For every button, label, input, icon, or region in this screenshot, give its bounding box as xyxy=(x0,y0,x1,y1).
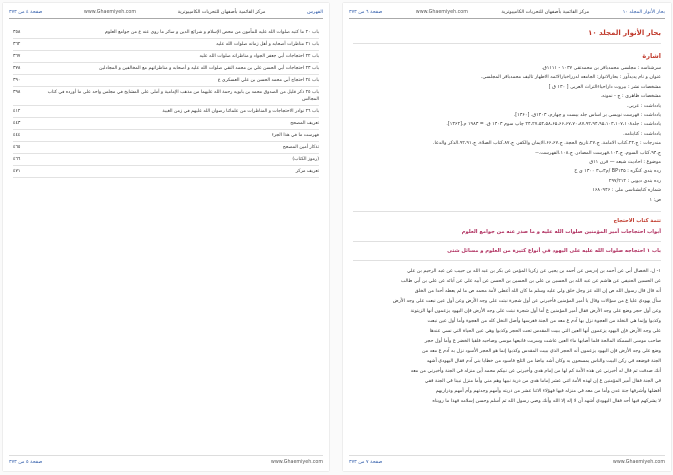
toc-title: باب ٢٣ احتجاجات أبي الحسن علي بن محمد النقي صلوات الله عليه و أصحابه و مناظراتهم مع المخالفين و المجادلين xyxy=(99,66,319,71)
body-line: على وجه الأرض فإن اليهود يزعمون أنها العين التي ببيت المقدس تحت الحجر وكذبوا وهي عين الحياة التي نسي عندها xyxy=(429,329,661,335)
body-line: في الجنة فقال أمير المؤمنين ع إن لهذه الأمة اثني عشر إماما هدى من ذرية نبيها وهم مني وأما منزل نبينا في الجنة ففي xyxy=(424,379,661,385)
toc-title: تذكار أمين المصحح xyxy=(282,145,319,150)
toc-page: ٣٧٨ xyxy=(13,66,21,71)
toc-page: ٤١٢ xyxy=(13,109,21,114)
toc-row[interactable] xyxy=(13,87,319,106)
body-line: أنه قال قال رسول الله ص إن الله عز وجل خلق ولي عليه وسلم ما كان الله أعطى لأمة محمد ص ما لم يعطه أحدا من الخلق xyxy=(414,289,661,295)
toc-page: ٤٤٣ xyxy=(13,121,21,126)
toc-page: ٤٦٦ xyxy=(13,157,21,162)
meta-line: شماره کتابشناسی ملی : ١۶٨٠٩۴۶ xyxy=(592,188,661,194)
toc-page: ٤٦٥ xyxy=(13,145,21,150)
toc-row[interactable] xyxy=(13,51,319,63)
meta-line: عنوان و نام پدیدآور : بحارالانوار: الجامعه لدرراخبارالائمه الاطهار تالیف محمدباقر المجلسی. xyxy=(480,75,661,81)
part-title: تتمة كتاب الاحتجاج xyxy=(613,218,661,225)
header-center-title: مركز القائمية بأصفهان للتحريات الكامپيوترية xyxy=(501,9,590,15)
divider xyxy=(353,211,661,212)
toc-title: باب ٢٠ ما كتبه صلوات الله عليه للمأمون من محض الإسلام و شرائع الدين و سائر ما روي عنه ع من جوامع العلوم xyxy=(105,30,319,35)
body-line: وعن أول حجر وضع على وجه الأرض فقال أمير المؤمنين ع أما أول شجرة نبتت على وجه الأرض فإن اليهود يزعمون أنها الزيتونة xyxy=(410,309,661,315)
page-left xyxy=(3,3,329,471)
toc-row[interactable] xyxy=(13,27,319,39)
toc-title: باب ٢٥ ذكر قليل من الصدوق محمد بن بابويه رحمة الله عليهما من مذهب الإمامية و أملى على المشايخ في مجلس واحد على ما أورده في كتاب المجالس xyxy=(47,90,319,102)
page-footer xyxy=(9,455,323,468)
divider xyxy=(353,260,661,261)
footer-site[interactable]: www.Ghaemiyeh.com xyxy=(270,459,323,465)
chapter-title: أبواب احتجاجات أمير المؤمنين صلوات الله عليه و ما صدر عنه من جوامع العلوم xyxy=(461,229,661,236)
body-line: سأل يهودي عليا ع من سؤالات وقال يا أمير المؤمنين فأخبرني عن أول شجرة نبتت على وجه الأرض وعن أول عين نبعت على وجه الأرض xyxy=(392,299,661,305)
footer-page-number: صفحة ٧ من ٣٧٣ xyxy=(349,459,383,465)
body-line: وضع على وجه الأرض فإن اليهود يزعمون أنه الحجر الذي ببيت المقدس وكذبوا إنما هو الحجر الأسود نزل به آدم ع معه من xyxy=(421,349,661,355)
toc-title: تعريف مركز xyxy=(295,169,319,174)
footer-site[interactable]: www.Ghaemiyeh.com xyxy=(612,459,665,465)
toc-title: (رموز الكتاب) xyxy=(292,157,319,162)
toc-page: ٣٦٢ xyxy=(13,42,21,47)
sub-chapter-title: باب ١ احتجاجه صلوات الله عليه على اليهود في أنواع كثيرة من العلوم و مسائل شتى xyxy=(447,248,661,255)
meta-line: موضوع : احادیث شیعه — قرن ١١ق xyxy=(589,160,661,166)
meta-line: مندرجات : ج.٢۴.کتاب الامامة. ج.٢٧.تاریخ الحجة. ج.۶۶،۶٧.الایمان والکفر. ج.٨٧.کتاب الصلاة. ج.٩٢،٩١.الذکر والدعا. xyxy=(432,141,661,147)
toc-row[interactable] xyxy=(13,106,319,118)
toc-page: ٣٩٠ xyxy=(13,78,21,83)
header-page-number: صفحة ٦ من ٣٧٣ xyxy=(349,9,383,15)
meta-line: سرشناسه : مجلسی محمدباقر بن محمدتقی ١٠٣٧ - ١١١١ق. xyxy=(541,66,661,71)
body-text xyxy=(353,267,661,407)
toc-title: باب ٢٢ احتجاجات أبي جعفر الجواد و مناظراته صلوات الله عليه xyxy=(199,54,319,59)
toc-page: ٣٦٧ xyxy=(13,54,21,59)
page-right xyxy=(343,3,671,471)
header-divider xyxy=(349,18,665,19)
catalog-metadata xyxy=(353,64,661,205)
body-line: وكذبوا وإنما هي النخلة من العجوة نزل بها آدم ع معه من الجنة فغرسها وأصل النخل كله من العجوة وأما أول عين نبعت xyxy=(427,319,661,325)
toc-page: ٣٩٨ xyxy=(13,90,21,95)
meta-line: یادداشت : عربی. xyxy=(626,103,661,109)
body-line: صاحب موسى السمكة المالحة فلما أصابها ماء العين عاشت وسربت فاتبعها موسى وصاحبه فلقيا الخضر ع وأما أول حجر xyxy=(424,339,661,345)
divider xyxy=(353,43,661,44)
meta-line: یادداشت : کتابنامه. xyxy=(623,131,661,137)
toc-row[interactable] xyxy=(13,63,319,75)
toc-row[interactable] xyxy=(13,166,319,178)
toc-row[interactable] xyxy=(13,130,319,142)
toc-title: باب ٢١ مناظرات أصحابه و أهل زمانه صلوات الله عليه xyxy=(216,42,319,47)
meta-line: یادداشت : فهرست نویسی بر اساس جلد بیست و چهارم، ١۴٠٣ق. [١٣۶٠]. xyxy=(513,113,661,119)
header-title: بحار الأنوار المجلد ١٠ xyxy=(622,9,665,15)
meta-line: مشخصات ظاهری : ج - نمونه. xyxy=(600,94,661,100)
toc-row[interactable] xyxy=(13,118,319,130)
header-divider xyxy=(9,18,323,19)
book-title: بحار الأنوار المجلد ١٠ xyxy=(588,29,661,37)
toc-row[interactable] xyxy=(13,154,319,166)
meta-line: مشخصات نشر : بیروت داراحیاءالتراث العربی [ ١٣٠ ق ] xyxy=(548,84,661,90)
meta-line: رده بندی دیویی : ٢٩٧/٢١٢ xyxy=(608,178,661,184)
page-footer xyxy=(349,455,665,468)
body-line: الجنة فوضعه في ركن البيت والناس يمسحون به وكان أشد بياضا من الثلج فاسود من خطايا بني آدم فقال اليهودي أشهد xyxy=(426,359,661,365)
meta-line: ج.٩۴.کتاب السوم. ج.١٠٣.فهرست المصادر. ج.١٠٨.الفهرست.-- xyxy=(535,150,661,156)
header-title: الفهرس xyxy=(307,9,323,15)
body-line: لا يشركهم فيها أحد فقال اليهودي أشهد أن لا إله إلا الله وأنك وصي رسول الله ثم أسلم وحسن إسلامه فهذا ما رويناه xyxy=(432,399,661,405)
header-center-title: مركز القائمية بأصفهان للتحريات الكامپيوترية xyxy=(177,9,266,15)
toc-row[interactable] xyxy=(13,75,319,87)
meta-line: رده بندی کنگره : BP١٣۵ /م٣ب٣ ١٣٠٠ ی ح xyxy=(574,169,661,175)
toc-title: باب ٢٤ احتجاج أبي محمد الحسن بن علي العسكري ع xyxy=(217,78,319,83)
header-site[interactable]: www.Ghaemiyeh.com xyxy=(83,9,137,15)
page-header xyxy=(9,6,323,18)
section-label: اشارة xyxy=(642,52,661,60)
toc-title: باب ٢٦ نوادر الاحتجاجات و المناظرات من علمائنا رضوان الله عليهم في زمن الغيبة xyxy=(162,109,319,114)
footer-page-number: صفحة ٥ من ٣٧٣ xyxy=(9,459,43,465)
toc-title: فهرست ما في هذا الجزء xyxy=(271,133,319,138)
page-header xyxy=(349,6,665,18)
toc-row[interactable] xyxy=(13,39,319,51)
table-of-contents xyxy=(13,27,319,178)
header-page-number: صفحة ٤ من ٣٧٣ xyxy=(9,9,43,15)
meta-line: یادداشت : جلد٢۴،٢٧،۵۴،۵٨،۶۵،۶۶،۶٧،٧٠،٨٧،٩٢،٩۴،٩۵،١٠٣،١٠٧،١٠٨ چاپ سوم ١۴٠٣ ق. = ١٩٨٣ م.[١٣۶٢]. xyxy=(446,122,661,128)
divider xyxy=(353,241,661,242)
toc-row[interactable] xyxy=(13,142,319,154)
toc-page: ٤٤٤ xyxy=(13,133,21,138)
body-line: عن الحسين الحنيفي عن هاشم عن عبد الله بن الحسين بن علي بن الحسين بن الحسن عن أبيه علي عن آبائه عن علي بن أبي طالب xyxy=(400,279,661,285)
header-site[interactable]: www.Ghaemiyeh.com xyxy=(415,9,468,15)
body-line: أفضلها وأشرفها جنة عدن وأما من معه في منزله فيها فهؤلاء الاثنا عشر من ذريته وأمهم وجدتهم وأم أمهم وذراريهم xyxy=(435,389,661,395)
body-line: أنك صدقت ثم قال له أخبرني عن هذه الأمة كم لها من إمام هدى وأخبرني عن نبيكم محمد أين منزله في الجنة وأخبرني من معه xyxy=(410,369,661,375)
toc-page: ٤٧١ xyxy=(13,169,21,174)
page-content xyxy=(353,25,661,407)
meta-line: ص: ١ xyxy=(649,197,661,203)
toc-title: تعريف المصحح xyxy=(290,121,319,126)
body-line: ١- ل، الخصال أبي عن أحمد بن إدريس عن أحمد بن يحيى عن زكريا المؤمن عن بكر بن عبد الله بن حبيب عن عبد الرحيم بن علي xyxy=(406,269,661,275)
toc-page: ٣٥٨ xyxy=(13,30,21,35)
